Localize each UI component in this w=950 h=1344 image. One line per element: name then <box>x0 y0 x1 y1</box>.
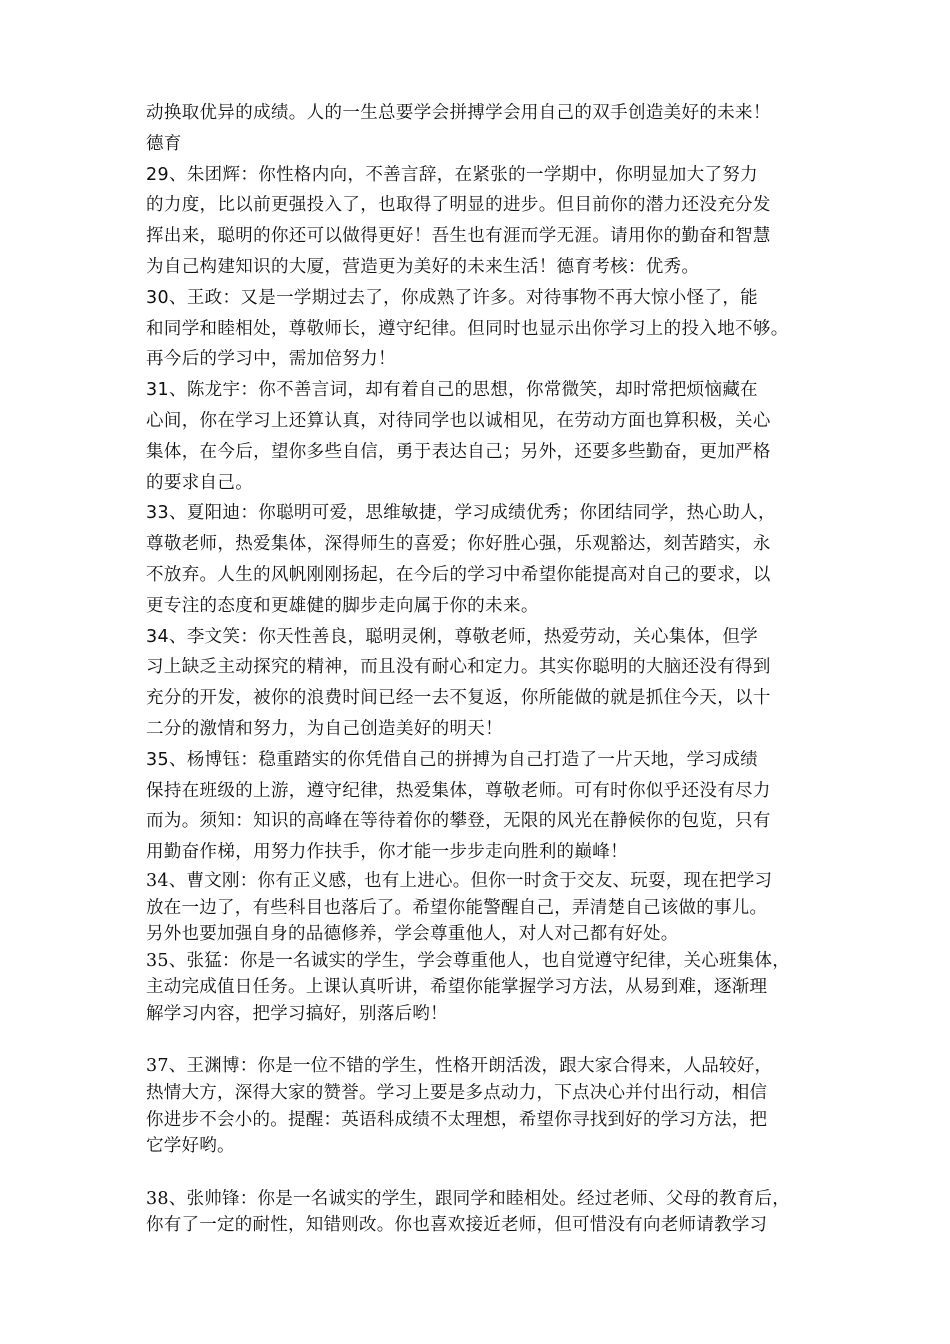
comment-29: 29、朱团辉：你性格内向，不善言辞，在紧张的一学期中，你明显加大了努力 的力度，比以前更强投入了，也取得了明显的进步。但目前你的潜力还没充分发 挥出来，聪明的你还可以做得更好！吾生也有涯而学无涯。请用你的勤奋和智慧 为自己构建知识的大厦，营造更为美好的未来生活！德育考核：优秀。 <box>146 164 771 277</box>
paragraph-gap <box>146 1160 826 1186</box>
comment-37: 37、王渊博：你是一位不错的学生，性格开朗活泼，跟大家合得来，人品较好， 热情大方，深得大家的赞誉。学习上要是多点动力，下点决心并付出行动，相信 你进步不会小的。提醒：英语科成绩不太理想，希望你寻找到好的学习方法，把 它学好哟。 <box>146 1056 773 1157</box>
paragraph-continuation: 动换取优异的成绩。人的一生总要学会拼搏学会用自己的双手创造美好的未来！ 德育 <box>146 103 771 154</box>
comment-34-li: 34、李文笑：你天性善良，聪明灵俐，尊敬老师，热爱劳动，关心集体，但学 习上缺乏主动探究的精神，而且没有耐心和定力。其实你聪明的大脑还没有得到 充分的开发，被你的浪费时间已经一去不复返，你所能做的就是抓住今天，以十 二分的激情和努力，为自己创造美好的明天！ <box>146 626 771 739</box>
comment-34-cao: 34、曹文刚：你有正义感，也有上进心。但你一时贪于交友、玩耍，现在把学习 放在一边了，有些科目也落后了。希望你能警醒自己，弄清楚自己该做的事儿。 另外也要加强自身的品德修养，学会尊重他人，对人对己都有好处。 <box>146 870 773 945</box>
comment-35-zhang: 35、张猛：你是一名诚实的学生，学会尊重他人，也自觉遵守纪律，关心班集体， 主动完成值日任务。上课认真听讲，希望你能掌握学习方法，从易到难，逐渐理 解学习内容，把学习搞好，别落后哟！ <box>146 950 791 1024</box>
comment-35-yang: 35、杨博钰：稳重踏实的你凭借自己的拼搏为自己打造了一片天地，学习成绩 保持在班级的上游，遵守纪律，热爱集体，尊敬老师。可有时你似乎还没有尽力 而为。须知：知识的高峰在等待着你的攀登，无限的风光在静候你的包览，只有 用勤奋作梯，用努力作扶手，你才能一步步走向胜利的巅峰！ <box>146 749 771 863</box>
document-body <box>146 98 826 1239</box>
comment-38: 38、张帅锋：你是一名诚实的学生，跟同学和睦相处。经过老师、父母的教育后， 你有了一定的耐性，知错则改。你也喜欢接近老师，但可惜没有向老师请教学习 <box>146 1188 791 1236</box>
comment-30: 30、王政：又是一学期过去了，你成熟了许多。对待事物不再大惊小怪了，能 和同学和睦相处，尊敬师长，遵守纪律。但同时也显示出你学习上的投入地不够。 再今后的学习中，需加倍努力！ <box>146 287 789 370</box>
comment-33: 33、夏阳迪：你聪明可爱，思维敏捷，学习成绩优秀；你团结同学，热心助人， 尊敬老师，热爱集体，深得师生的喜爱；你好胜心强，乐观豁达，刻苦踏实，永 不放弃。人生的风帆刚刚扬起，在今后的学习中希望你能提高对自己的要求，以 更专注的态度和更雄健的脚步走向属于你的未来。 <box>146 503 776 616</box>
paragraph-gap <box>146 1027 826 1053</box>
comment-31: 31、陈龙宇：你不善言词，却有着自己的思想，你常微笑，却时常把烦恼藏在 心间，你在学习上还算认真，对待同学也以诚相见，在劳动方面也算积极，关心 集体，在今后，望你多些自信，勇于表达自己；另外，还要多些勤奋，更加严格 的要求自己。 <box>146 380 771 493</box>
